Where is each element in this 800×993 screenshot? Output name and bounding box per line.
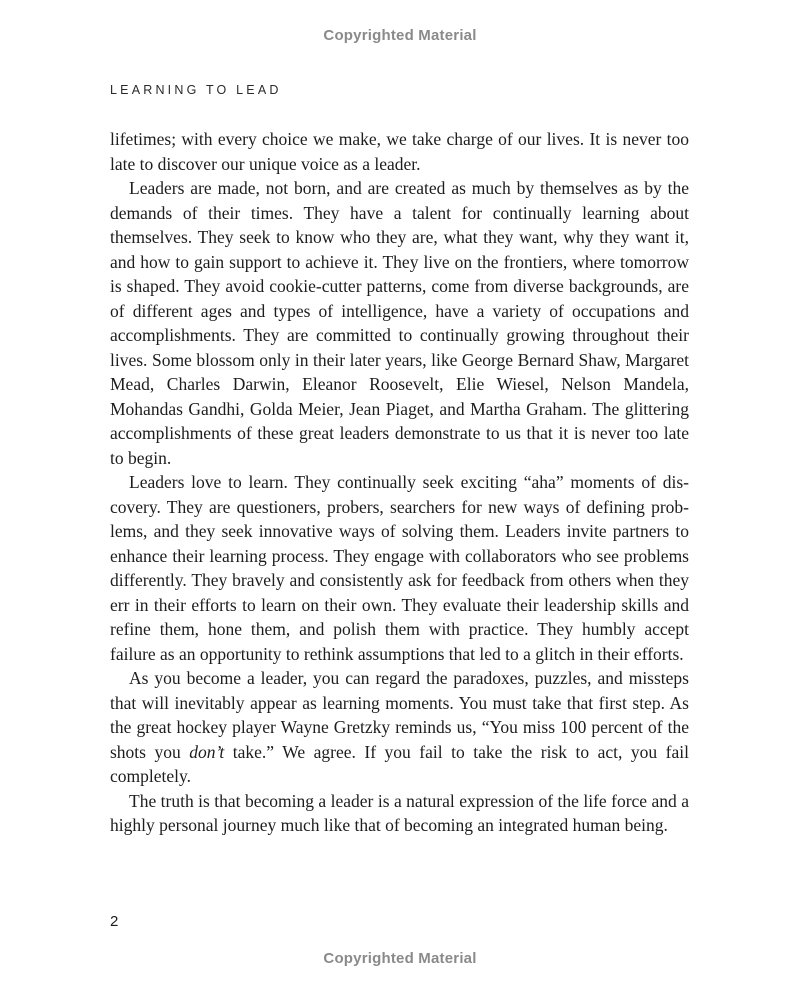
paragraph-text: As you become a leader, you can regard the paradoxes, puzzles, and missteps that will inevitably appear as learning moments. You must take that first step. As the great hockey player Wayne Gretzky reminds us, “You miss 100 percent of the shots you <box>110 668 689 762</box>
paragraph-leaders-love-to-learn: Leaders love to learn. They continually seek exciting “aha” moments of discovery. They are questioners, probers, searchers for new ways of defining problems, and they seek innovative ways of solving them. Leaders invite partners to enhance their learning process. They engage with collaborators who see problems differently. They bravely and consistently ask for feedback from others when they err in their efforts to learn on their own. They evaluate their leadership skills and refine them, hone them, and polish them with practice. They humbly accept failure as an opportunity to rethink assumptions that led to a glitch in their efforts. <box>110 472 689 664</box>
copyright-watermark-bottom: Copyrighted Material <box>323 950 477 967</box>
running-head: LEARNING TO LEAD <box>110 83 282 97</box>
paragraph-text: take.” We agree. If you fail to take the risk to act, you fail completely. <box>110 741 689 786</box>
paragraph-leaders-are-made: Leaders are made, not born, and are created as much by themselves as by the demands of their times. They have a talent for continually learning about themselves. They seek to know who they are, what they want, why they want it, and how to gain support to achieve it. They live on the frontiers, where tomorrow is shaped. They avoid cookie-cutter patterns, come from diverse backgrounds, are of different ages and types of intelligence, have a variety of occupations and accomplishments. They are committed to continually growing throughout their lives. Some blossom only in their later years, like George Bernard Shaw, Margaret Mead, Charles Darwin, Eleanor Roosevelt, Elie Wiesel, Nelson Mandela, Mohandas Gandhi, Golda Meier, Jean Piaget, and Martha Graham. The glittering accomplishments of these great leaders demonstrate to us that it is never too late to begin. <box>110 178 689 468</box>
body-text <box>110 127 689 838</box>
emphasis-text: don’t <box>189 741 225 762</box>
copyright-watermark-top: Copyrighted Material <box>323 27 477 44</box>
page-number: 2 <box>110 913 119 930</box>
paragraph-truth: The truth is that becoming a leader is a natural expression of the life force and a highly personal journey much like that of becoming an integrated human being. <box>110 790 689 835</box>
paragraph-gretzky-quote <box>110 666 689 789</box>
paragraph-continuation: lifetimes; with every choice we make, we take charge of our lives. It is never too late to discover our unique voice as a leader. <box>110 129 689 174</box>
